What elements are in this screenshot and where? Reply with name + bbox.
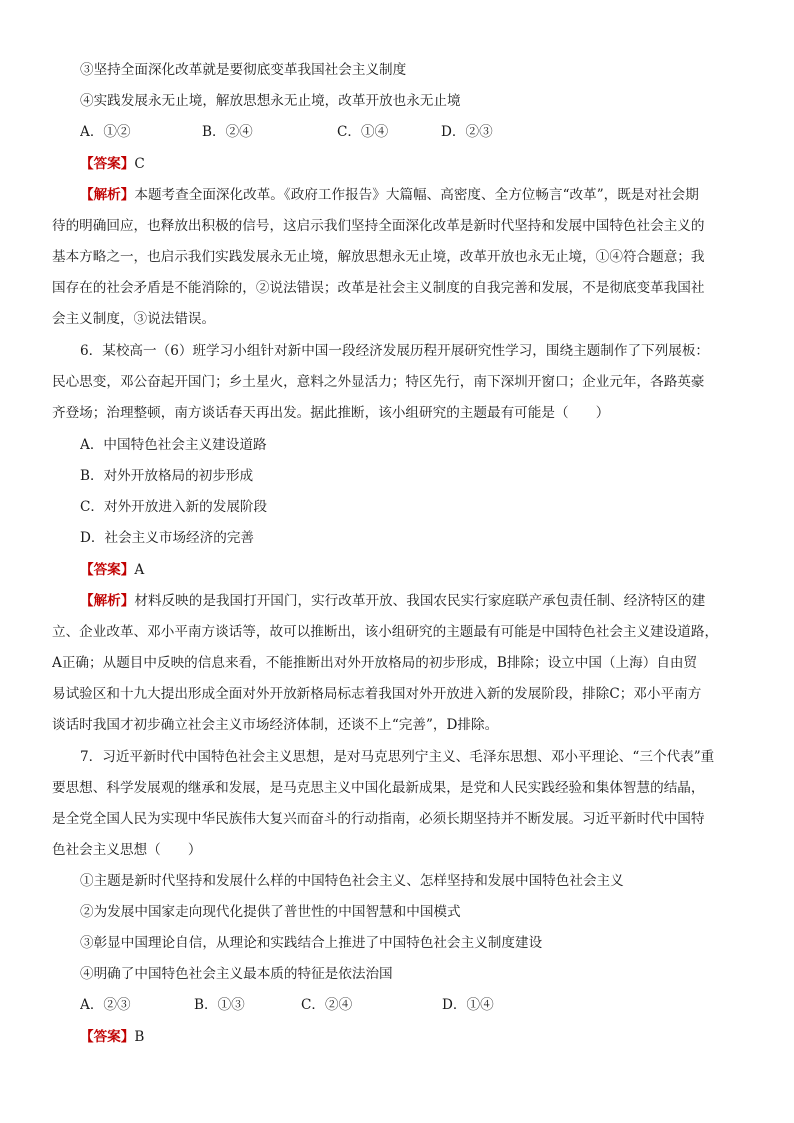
q5-analysis-line-3: 基本方略之一，也启示我们实践发展永无止境，解放思想永无止境，改革开放也永无止境，①④符合题意；我 (52, 249, 705, 265)
analysis-tag: 【解析】 (80, 187, 135, 203)
q7-statement-1: ①主题是新时代坚持和发展什么样的中国特色社会主义、怎样坚持和发展中国特色社会主义 (80, 873, 624, 889)
q5-analysis-line-5: 会主义制度，③说法错误。 (52, 311, 216, 327)
q6-option-d: D．社会主义市场经济的完善 (80, 530, 255, 546)
answer-tag: 【答案】 (80, 156, 135, 172)
q7-answer (80, 1027, 770, 1047)
q5-option-4: ④实践发展永无止境，解放思想永无止境，改革开放也永无止境 (80, 93, 461, 109)
q5-analysis-line-1: 【解析】本题考查全面深化改革。《政府工作报告》大篇幅、高密度、全方位畅言“改革”，既是对社会期 (80, 187, 699, 203)
q6-option-b: B．对外开放格局的初步形成 (80, 468, 254, 484)
q7-choice-c: C．②④ (301, 997, 353, 1013)
q5-analysis-line-2: 待的明确回应，也释放出积极的信号，这启示我们坚持全面深化改革是新时代坚持和发展中国特色社会主义的 (52, 218, 705, 234)
q7-choice-a: A．②③ (80, 997, 131, 1013)
q6-stem-line-3: 齐登场；治理整顿，南方谈话春天再出发。据此推断，该小组研究的主题最有可能是（ ） (52, 405, 610, 421)
analysis-tag: 【解析】 (80, 593, 135, 609)
q5-choice-c: C．①④ (337, 124, 389, 140)
q7-statement-3: ③彰显中国理论自信，从理论和实践结合上推进了中国特色社会主义制度建设 (80, 935, 543, 951)
answer-value: C (134, 156, 145, 172)
q6-answer (80, 560, 770, 580)
q5-analysis-line-4: 国存在的社会矛盾是不能消除的，②说法错误；改革是社会主义制度的自我完善和发展，不是彻底变革我国社 (52, 280, 705, 296)
q6-analysis-line-2: 立、企业改革、邓小平南方谈话等，故可以推断出，该小组研究的主题最有可能是中国特色社会主义建设道路， (52, 624, 719, 640)
q7-stem-line-1: 7．习近平新时代中国特色社会主义思想，是对马克思列宁主义、毛泽东思想、邓小平理论、“三个代表”重 (80, 749, 715, 765)
q7-statement-2: ②为发展中国家走向现代化提供了普世性的中国智慧和中国模式 (80, 904, 461, 920)
answer-value: B (134, 1029, 145, 1045)
q7-stem-line-2: 要思想、科学发展观的继承和发展，是马克思主义中国化最新成果，是党和人民实践经验和集体智慧的结晶， (52, 780, 705, 796)
q7-stem-line-4: 色社会主义思想（ ） (52, 842, 202, 858)
q7-statement-4: ④明确了中国特色社会主义最本质的特征是依法治国 (80, 966, 393, 982)
q6-option-a: A．中国特色社会主义建设道路 (80, 437, 267, 453)
answer-tag: 【答案】 (80, 562, 135, 578)
q5-option-3: ③坚持全面深化改革就是要彻底变革我国社会主义制度 (80, 62, 407, 78)
q5-choice-b: B．②④ (202, 124, 253, 140)
answer-value: A (134, 562, 145, 578)
q6-analysis-line-4: 易试验区和十九大提出形成全面对外开放新格局标志着我国对外开放进入新的发展阶段，排除C；邓小平南方 (52, 686, 702, 702)
q6-stem-line-2: 民心思变，邓公奋起开国门；乡土星火，意料之外显活力；特区先行，南下深圳开窗口；企业元年，各路英豪 (52, 374, 705, 390)
q6-option-c: C．对外开放进入新的发展阶段 (80, 499, 268, 515)
q7-choices (80, 995, 770, 1015)
q6-analysis-line-1: 【解析】材料反映的是我国打开国门，实行改革开放、我国农民实行家庭联产承包责任制、经济特区的建 (80, 593, 706, 609)
q5-answer (80, 154, 770, 174)
q6-analysis-line-3: A正确；从题目中反映的信息来看，不能推断出对外开放格局的初步形成，B排除；设立中国（上海）自由贸 (52, 655, 698, 671)
q6-analysis-line-5: 谈话时我国才初步确立社会主义市场经济体制，还谈不上“完善”，D排除。 (52, 717, 499, 733)
q5-choice-a: A．①② (80, 124, 131, 140)
q7-stem-line-3: 是全党全国人民为实现中华民族伟大复兴而奋斗的行动指南，必须长期坚持并不断发展。习近平新时代中国特 (52, 811, 705, 827)
q7-choice-b: B．①③ (194, 997, 245, 1013)
q7-choice-d: D．①④ (442, 997, 494, 1013)
q6-stem-line-1: 6．某校高一（6）班学习小组针对新中国一段经济发展历程开展研究性学习，围绕主题制作了下列展板： (80, 343, 710, 359)
answer-tag: 【答案】 (80, 1029, 135, 1045)
q5-choices (80, 122, 770, 142)
q5-choice-d: D．②③ (441, 124, 493, 140)
